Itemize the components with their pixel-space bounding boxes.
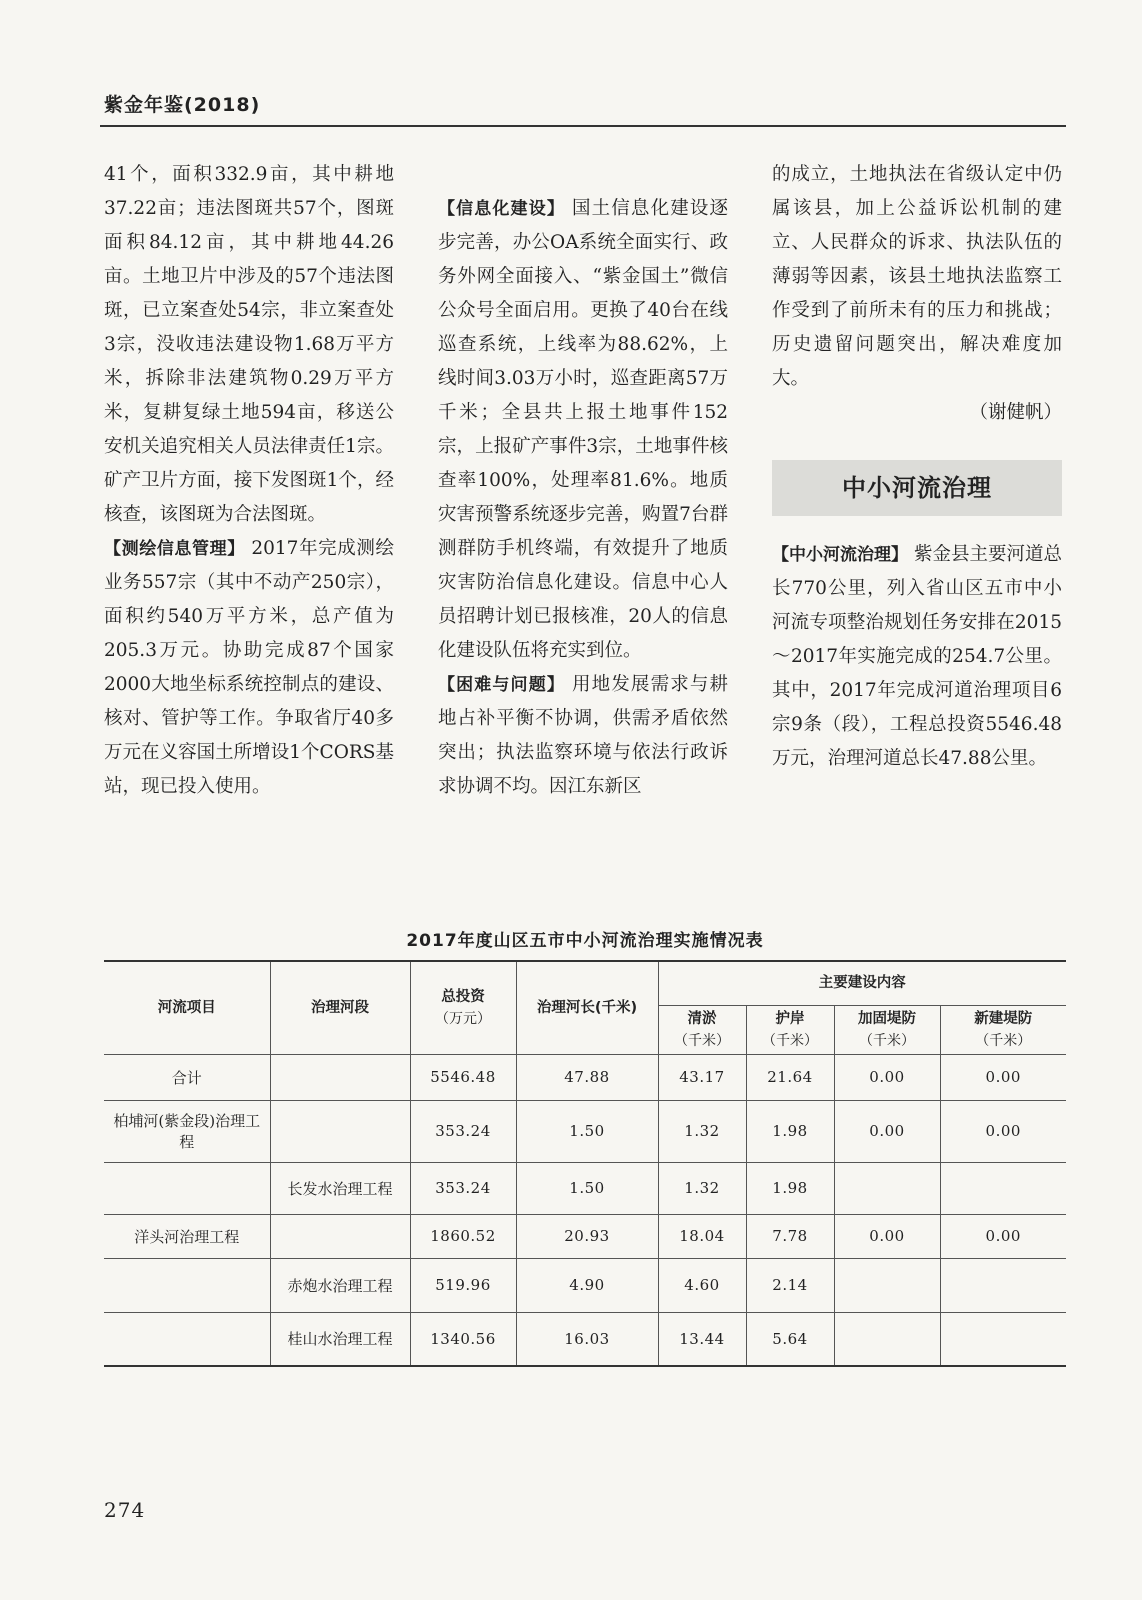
text-column-1	[104, 158, 394, 804]
header-section: 治理河段	[270, 961, 410, 1054]
cell-bank: 1.98	[746, 1162, 834, 1214]
cell-dredge: 13.44	[658, 1312, 746, 1366]
paragraph-keyword: 【中小河流治理】	[772, 545, 909, 565]
paragraph-keyword: 【困难与问题】	[438, 675, 565, 695]
paragraph	[104, 532, 394, 804]
cell-project: 合计	[104, 1054, 270, 1100]
cell-reinforce: 0.00	[834, 1214, 940, 1258]
cell-investment: 1340.56	[410, 1312, 516, 1366]
cell-bank: 1.98	[746, 1100, 834, 1162]
cell-reinforce: 0.00	[834, 1054, 940, 1100]
cell-section	[270, 1054, 410, 1100]
cell-newdike: 0.00	[940, 1054, 1066, 1100]
paragraph	[772, 158, 1062, 396]
header-unit: （千米）	[859, 1032, 915, 1049]
header-investment-label: 总投资	[441, 988, 485, 1005]
paragraph	[104, 158, 394, 532]
cell-investment: 353.24	[410, 1162, 516, 1214]
cell-reinforce	[834, 1312, 940, 1366]
cell-project	[104, 1162, 270, 1214]
table-row	[104, 1162, 1066, 1214]
paragraph-text: 41个，面积332.9亩，其中耕地37.22亩；违法图斑共57个，图斑面积84.12亩，其中耕地44.26亩。土地卫片中涉及的57个违法图斑，已立案查处54宗，非立案查处3宗，没收违法建设物1.68万平方米，拆除非法建筑物0.29万平方米，复耕复绿土地594亩，移送公安机关追究相关人员法律责任1宗。矿产卫片方面，接下发图斑1个，经核查，该图斑为合法图斑。	[104, 164, 394, 525]
cell-reinforce	[834, 1258, 940, 1312]
section-heading: 中小河流治理	[772, 460, 1062, 516]
cell-newdike	[940, 1162, 1066, 1214]
paragraph-keyword: 【测绘信息管理】	[104, 539, 245, 559]
cell-newdike: 0.00	[940, 1100, 1066, 1162]
header-investment-unit: （万元）	[435, 1010, 491, 1027]
text-column-2	[438, 192, 728, 804]
cell-reinforce: 0.00	[834, 1100, 940, 1162]
paragraph-text: 用地发展需求与耕地占补平衡不协调，供需矛盾依然突出；执法监察环境与依法行政诉求协调不均。因江东新区	[438, 674, 728, 797]
cell-length: 1.50	[516, 1100, 658, 1162]
paragraph-text: 的成立，土地执法在省级认定中仍属该县，加上公益诉讼机制的建立、人民群众的诉求、执法队伍的薄弱等因素，该县土地执法监察工作受到了前所未有的压力和挑战；历史遗留问题突出，解决难度加大。	[772, 164, 1062, 389]
header-rule	[100, 125, 1066, 127]
cell-section: 长发水治理工程	[270, 1162, 410, 1214]
table-row	[104, 1100, 1066, 1162]
cell-length: 1.50	[516, 1162, 658, 1214]
river-project-table	[104, 960, 1066, 1367]
header-investment	[410, 961, 516, 1054]
cell-dredge: 4.60	[658, 1258, 746, 1312]
paragraph	[772, 538, 1062, 776]
table-row	[104, 1054, 1066, 1100]
cell-section: 赤炮水治理工程	[270, 1258, 410, 1312]
header-reinforce	[834, 1005, 940, 1054]
paragraph	[438, 192, 728, 668]
cell-bank: 5.64	[746, 1312, 834, 1366]
header-dredge	[658, 1005, 746, 1054]
paragraph-text: 2017年完成测绘业务557宗（其中不动产250宗），面积约540万平方米，总产值为205.3万元。协助完成87个国家2000大地坐标系统控制点的建设、核对、管护等工作。争取省厅40多万元在义容国土所增设1个CORS基站，现已投入使用。	[104, 538, 394, 797]
cell-length: 4.90	[516, 1258, 658, 1312]
header-unit: （千米）	[762, 1032, 818, 1049]
header-reinforce-label: 加固堤防	[858, 1010, 916, 1027]
header-newdike-label: 新建堤防	[974, 1010, 1033, 1027]
cell-bank: 21.64	[746, 1054, 834, 1100]
header-project: 河流项目	[104, 961, 270, 1054]
header-unit: （千米）	[975, 1032, 1032, 1049]
page-number: 274	[104, 1498, 146, 1522]
table-row	[104, 1312, 1066, 1366]
cell-bank: 2.14	[746, 1258, 834, 1312]
cell-section: 桂山水治理工程	[270, 1312, 410, 1366]
header-length: 治理河长(千米)	[516, 961, 658, 1054]
table-title: 2017年度山区五市中小河流治理实施情况表	[406, 931, 764, 951]
text-column-3	[772, 158, 1062, 776]
cell-investment: 1860.52	[410, 1214, 516, 1258]
paragraph-text: 紫金县主要河道总长770公里，列入省山区五市中小河流专项整治规划任务安排在2015～2017年实施完成的254.7公里。其中，2017年完成河道治理项目6宗9条（段），工程总投资5546.48万元，治理河道总长47.88公里。	[772, 544, 1062, 769]
cell-investment: 5546.48	[410, 1054, 516, 1100]
cell-project: 柏埔河(紫金段)治理工程	[104, 1100, 270, 1162]
cell-newdike: 0.00	[940, 1214, 1066, 1258]
header-newdike	[940, 1005, 1066, 1054]
cell-dredge: 18.04	[658, 1214, 746, 1258]
cell-reinforce	[834, 1162, 940, 1214]
running-header: 紫金年鉴(2018)	[104, 94, 261, 116]
cell-investment: 353.24	[410, 1100, 516, 1162]
cell-length: 16.03	[516, 1312, 658, 1366]
header-main-content: 主要建设内容	[658, 961, 1066, 1005]
cell-section	[270, 1100, 410, 1162]
cell-dredge: 43.17	[658, 1054, 746, 1100]
cell-project: 洋头河治理工程	[104, 1214, 270, 1258]
paragraph-keyword: 【信息化建设】	[438, 199, 565, 219]
cell-project	[104, 1312, 270, 1366]
header-dredge-label: 清淤	[687, 1010, 717, 1027]
cell-project	[104, 1258, 270, 1312]
cell-dredge: 1.32	[658, 1100, 746, 1162]
author-credit: （谢健帆）	[969, 402, 1062, 423]
cell-newdike	[940, 1258, 1066, 1312]
cell-bank: 7.78	[746, 1214, 834, 1258]
table-row	[104, 1214, 1066, 1258]
cell-length: 20.93	[516, 1214, 658, 1258]
paragraph-text: 国土信息化建设逐步完善，办公OA系统全面实行、政务外网全面接入、“紫金国土”微信公众号全面启用。更换了40台在线巡查系统，上线率为88.62%，上线时间3.03万小时，巡查距离57万千米；全县共上报土地事件152宗，上报矿产事件3宗，土地事件核查率100%，处理率81.6%。地质灾害预警系统逐步完善，购置7台群测群防手机终端，有效提升了地质灾害防治信息化建设。信息中心人员招聘计划已报核准，20人的信息化建设队伍将充实到位。	[438, 198, 728, 661]
cell-newdike	[940, 1312, 1066, 1366]
header-bank	[746, 1005, 834, 1054]
cell-dredge: 1.32	[658, 1162, 746, 1214]
table-row	[104, 1258, 1066, 1312]
cell-length: 47.88	[516, 1054, 658, 1100]
cell-investment: 519.96	[410, 1258, 516, 1312]
paragraph	[438, 668, 728, 804]
header-unit: （千米）	[674, 1032, 730, 1049]
cell-section	[270, 1214, 410, 1258]
header-bank-label: 护岸	[775, 1010, 805, 1027]
